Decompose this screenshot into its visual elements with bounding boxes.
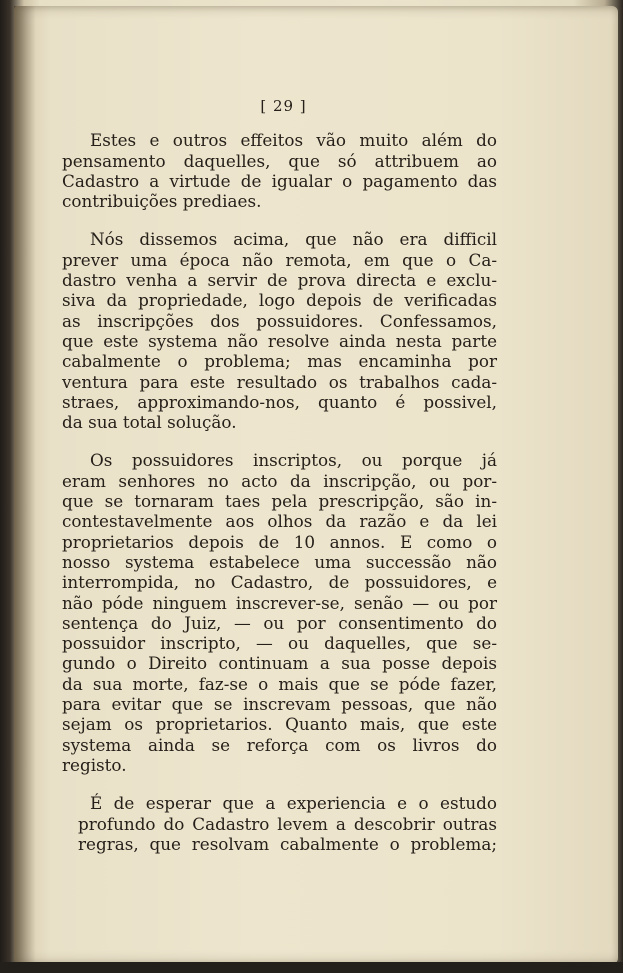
- text-line: prever uma época não remota, em que o Ca-: [62, 249, 497, 270]
- text-line: siva da propriedade, logo depois de verificadas: [62, 290, 497, 311]
- paragraph-1: [62, 130, 497, 211]
- text-line: contestavelmente aos olhos da razão e da lei: [62, 511, 497, 532]
- page-number: [ 29 ]: [260, 97, 307, 115]
- text-line: straes, approximando-nos, quanto é possivel,: [62, 391, 497, 412]
- text-line: gundo o Direito continuam a sua posse depois: [62, 653, 497, 674]
- text-line: possuidor inscripto, — ou daquelles, que se-: [62, 633, 497, 654]
- text-line: systema ainda se reforça com os livros do: [62, 734, 497, 755]
- text-line: que se tornaram taes pela prescripção, são in-: [62, 491, 497, 512]
- text-line: Cadastro a virtude de igualar o pagamento das: [62, 170, 497, 191]
- text-line: ventura para este resultado os trabalhos cada-: [62, 371, 497, 392]
- text-line: nosso systema estabelece uma successão não: [62, 551, 497, 572]
- text-line: não póde ninguem inscrever-se, senão — ou por: [62, 592, 497, 613]
- text-line: que este systema não resolve ainda nesta parte: [62, 330, 497, 351]
- text-line: contribuições prediaes.: [62, 191, 262, 212]
- paragraph-3: [62, 450, 497, 775]
- text-line: eram senhores no acto da inscripção, ou por-: [62, 470, 497, 491]
- text-line: as inscripções dos possuidores. Confessamos,: [62, 310, 497, 331]
- text-line: sentença do Juiz, — ou por consentimento do: [62, 612, 497, 633]
- page-text-block: [62, 96, 497, 872]
- text-line: da sua morte, faz-se o mais que se póde fazer,: [62, 673, 497, 694]
- text-line: da sua total solução.: [62, 412, 237, 433]
- text-line: pensamento daquelles, que só attribuem ao: [62, 150, 497, 171]
- text-line: regras, que resolvam cabalmente o problema;: [78, 833, 497, 854]
- page-bottom-edge: [0, 962, 623, 973]
- paragraph-4: [62, 793, 497, 854]
- text-line: dastro venha a servir de prova directa e exclu-: [62, 270, 497, 291]
- text-line: para evitar que se inscrevam pessoas, que não: [62, 694, 497, 715]
- text-line: interrompida, no Cadastro, de possuidores, e: [62, 572, 497, 593]
- text-line: profundo do Cadastro levem a descobrir outras: [78, 813, 497, 834]
- text-line: cabalmente o problema; mas encaminha por: [62, 351, 497, 372]
- text-line: proprietarios depois de 10 annos. E como o: [62, 531, 497, 552]
- text-line: sejam os proprietarios. Quanto mais, que este: [62, 714, 497, 735]
- paragraph-2: [62, 229, 497, 432]
- text-line: Nós dissemos acima, que não era difficil: [90, 229, 497, 250]
- text-line: Os possuidores inscriptos, ou porque já: [90, 450, 497, 471]
- text-line: É de esperar que a experiencia e o estudo: [90, 793, 497, 814]
- text-line: Estes e outros effeitos vão muito além do: [90, 130, 497, 151]
- text-line: registo.: [62, 754, 127, 775]
